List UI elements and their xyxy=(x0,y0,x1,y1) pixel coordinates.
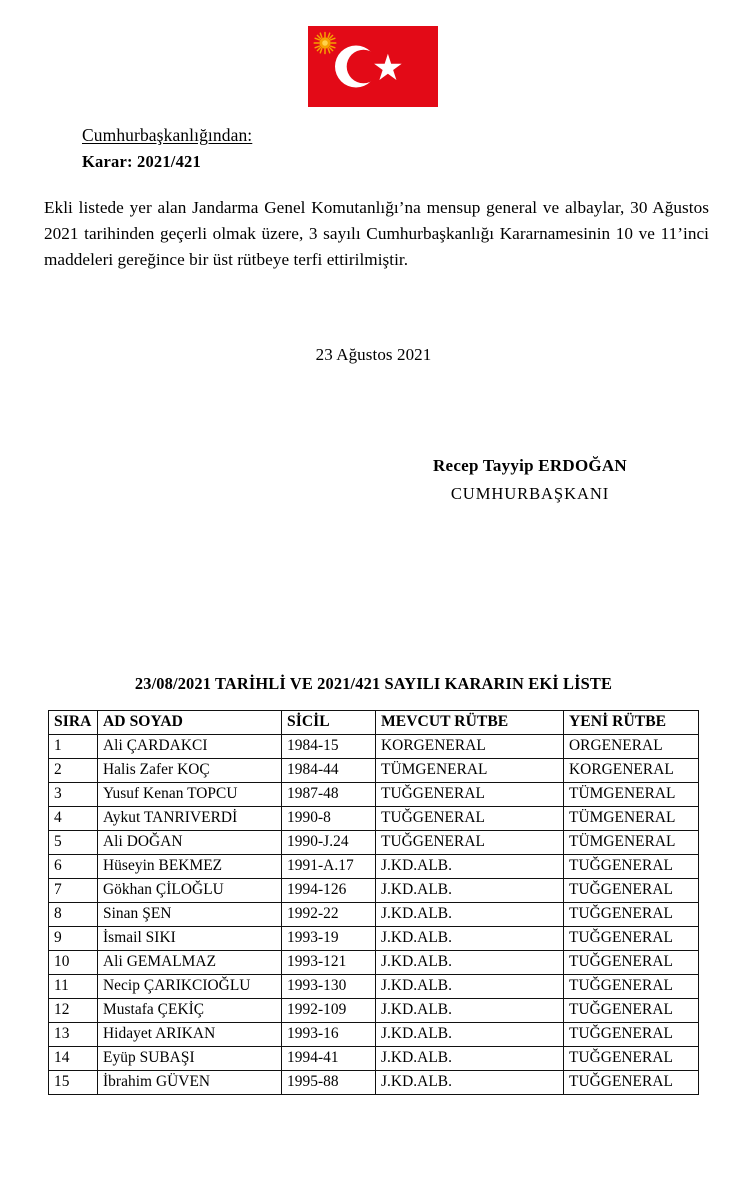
cell-yeni-rutbe: TUĞGENERAL xyxy=(564,1071,699,1095)
cell-sira: 6 xyxy=(49,855,98,879)
cell-sicil: 1993-130 xyxy=(282,975,376,999)
cell-adsoyad: Gökhan ÇİLOĞLU xyxy=(98,879,282,903)
promotion-roster-table xyxy=(48,710,698,1095)
table-head xyxy=(49,711,699,735)
cell-sira: 10 xyxy=(49,951,98,975)
cell-mevcut-rutbe: J.KD.ALB. xyxy=(376,999,564,1023)
cell-mevcut-rutbe: J.KD.ALB. xyxy=(376,879,564,903)
signer-title: CUMHURBAŞKANI xyxy=(450,484,610,503)
cell-sira: 1 xyxy=(49,735,98,759)
cell-yeni-rutbe: TUĞGENERAL xyxy=(564,975,699,999)
cell-adsoyad: Halis Zafer KOÇ xyxy=(98,759,282,783)
cell-yeni-rutbe: TUĞGENERAL xyxy=(564,855,699,879)
cell-mevcut-rutbe: J.KD.ALB. xyxy=(376,1071,564,1095)
cell-mevcut-rutbe: J.KD.ALB. xyxy=(376,903,564,927)
column-header-adsoyad: AD SOYAD xyxy=(98,711,282,735)
roster-table xyxy=(48,710,699,1095)
cell-adsoyad: Ali ÇARDAKCI xyxy=(98,735,282,759)
cell-adsoyad: Mustafa ÇEKİÇ xyxy=(98,999,282,1023)
table-row xyxy=(49,1047,699,1071)
cell-sira: 12 xyxy=(49,999,98,1023)
cell-mevcut-rutbe: TÜMGENERAL xyxy=(376,759,564,783)
cell-adsoyad: Hidayet ARIKAN xyxy=(98,1023,282,1047)
table-row xyxy=(49,927,699,951)
cell-yeni-rutbe: TUĞGENERAL xyxy=(564,903,699,927)
cell-mevcut-rutbe: J.KD.ALB. xyxy=(376,975,564,999)
cell-mevcut-rutbe: J.KD.ALB. xyxy=(376,1047,564,1071)
table-row xyxy=(49,975,699,999)
cell-sira: 15 xyxy=(49,1071,98,1095)
cell-mevcut-rutbe: J.KD.ALB. xyxy=(376,1023,564,1047)
cell-yeni-rutbe: TUĞGENERAL xyxy=(564,951,699,975)
cell-sicil: 1990-8 xyxy=(282,807,376,831)
signer-name: Recep Tayyip ERDOĞAN xyxy=(433,456,627,475)
decree-header xyxy=(82,124,642,172)
sun-emblem-icon xyxy=(314,33,336,54)
cell-sicil: 1995-88 xyxy=(282,1071,376,1095)
cell-mevcut-rutbe: TUĞGENERAL xyxy=(376,831,564,855)
cell-yeni-rutbe: TUĞGENERAL xyxy=(564,1047,699,1071)
cell-mevcut-rutbe: J.KD.ALB. xyxy=(376,855,564,879)
cell-sicil: 1992-22 xyxy=(282,903,376,927)
turkish-flag-svg xyxy=(308,26,438,107)
cell-sicil: 1984-44 xyxy=(282,759,376,783)
cell-adsoyad: Yusuf Kenan TOPCU xyxy=(98,783,282,807)
cell-sira: 2 xyxy=(49,759,98,783)
cell-sira: 11 xyxy=(49,975,98,999)
cell-adsoyad: Necip ÇARIKCIOĞLU xyxy=(98,975,282,999)
cell-mevcut-rutbe: KORGENERAL xyxy=(376,735,564,759)
decision-number: Karar: 2021/421 xyxy=(82,152,201,172)
cell-adsoyad: Hüseyin BEKMEZ xyxy=(98,855,282,879)
cell-adsoyad: Aykut TANRIVERDİ xyxy=(98,807,282,831)
cell-sicil: 1994-41 xyxy=(282,1047,376,1071)
annex-list-title: 23/08/2021 TARİHLİ VE 2021/421 SAYILI KARARIN EKİ LİSTE xyxy=(134,674,613,693)
cell-mevcut-rutbe: J.KD.ALB. xyxy=(376,951,564,975)
table-row xyxy=(49,951,699,975)
column-header-sira: SIRA xyxy=(49,711,98,735)
cell-sicil: 1991-A.17 xyxy=(282,855,376,879)
cell-adsoyad: Sinan ŞEN xyxy=(98,903,282,927)
cell-sira: 4 xyxy=(49,807,98,831)
cell-sicil: 1987-48 xyxy=(282,783,376,807)
crescent-inner xyxy=(347,50,381,84)
turkish-flag xyxy=(308,26,438,107)
cell-sira: 7 xyxy=(49,879,98,903)
cell-sicil: 1990-J.24 xyxy=(282,831,376,855)
cell-sira: 13 xyxy=(49,1023,98,1047)
table-row xyxy=(49,855,699,879)
cell-sicil: 1994-126 xyxy=(282,879,376,903)
cell-mevcut-rutbe: TUĞGENERAL xyxy=(376,807,564,831)
table-row xyxy=(49,783,699,807)
table-body xyxy=(49,735,699,1095)
table-row xyxy=(49,735,699,759)
cell-yeni-rutbe: ORGENERAL xyxy=(564,735,699,759)
column-header-sicil: SİCİL xyxy=(282,711,376,735)
cell-yeni-rutbe: TUĞGENERAL xyxy=(564,999,699,1023)
cell-sira: 3 xyxy=(49,783,98,807)
cell-sicil: 1993-121 xyxy=(282,951,376,975)
decree-date: 23 Ağustos 2021 xyxy=(315,345,432,364)
table-row xyxy=(49,807,699,831)
cell-adsoyad: Eyüp SUBAŞI xyxy=(98,1047,282,1071)
table-header-row xyxy=(49,711,699,735)
cell-mevcut-rutbe: TUĞGENERAL xyxy=(376,783,564,807)
cell-sicil: 1984-15 xyxy=(282,735,376,759)
issuing-authority: Cumhurbaşkanlığından: xyxy=(82,125,253,145)
table-row xyxy=(49,759,699,783)
cell-mevcut-rutbe: J.KD.ALB. xyxy=(376,927,564,951)
cell-adsoyad: Ali GEMALMAZ xyxy=(98,951,282,975)
cell-sira: 9 xyxy=(49,927,98,951)
table-row xyxy=(49,1071,699,1095)
cell-yeni-rutbe: TUĞGENERAL xyxy=(564,1023,699,1047)
cell-sicil: 1993-19 xyxy=(282,927,376,951)
signature-block xyxy=(380,456,680,504)
cell-yeni-rutbe: TÜMGENERAL xyxy=(564,831,699,855)
table-row xyxy=(49,831,699,855)
cell-adsoyad: Ali DOĞAN xyxy=(98,831,282,855)
cell-adsoyad: İsmail SIKI xyxy=(98,927,282,951)
cell-sira: 14 xyxy=(49,1047,98,1071)
cell-yeni-rutbe: TÜMGENERAL xyxy=(564,783,699,807)
cell-adsoyad: İbrahim GÜVEN xyxy=(98,1071,282,1095)
table-row xyxy=(49,903,699,927)
cell-yeni-rutbe: TÜMGENERAL xyxy=(564,807,699,831)
cell-sira: 5 xyxy=(49,831,98,855)
decree-body-paragraph: Ekli listede yer alan Jandarma Genel Komutanlığı’na mensup general ve albaylar, 30 Ağustos 2021 tarihinden geçerli olmak üzere, 3 sayılı Cumhurbaşkanlığı Kararnamesinin 10 ve 11’inci maddeleri gereğince bir üst rütbeye terfi ettirilmiştir. xyxy=(44,198,709,270)
table-row xyxy=(49,879,699,903)
cell-yeni-rutbe: TUĞGENERAL xyxy=(564,879,699,903)
column-header-mevcut-rutbe: MEVCUT RÜTBE xyxy=(376,711,564,735)
cell-yeni-rutbe: TUĞGENERAL xyxy=(564,927,699,951)
cell-sira: 8 xyxy=(49,903,98,927)
column-header-yeni-rutbe: YENİ RÜTBE xyxy=(564,711,699,735)
cell-yeni-rutbe: KORGENERAL xyxy=(564,759,699,783)
cell-sicil: 1992-109 xyxy=(282,999,376,1023)
table-row xyxy=(49,999,699,1023)
table-row xyxy=(49,1023,699,1047)
cell-sicil: 1993-16 xyxy=(282,1023,376,1047)
